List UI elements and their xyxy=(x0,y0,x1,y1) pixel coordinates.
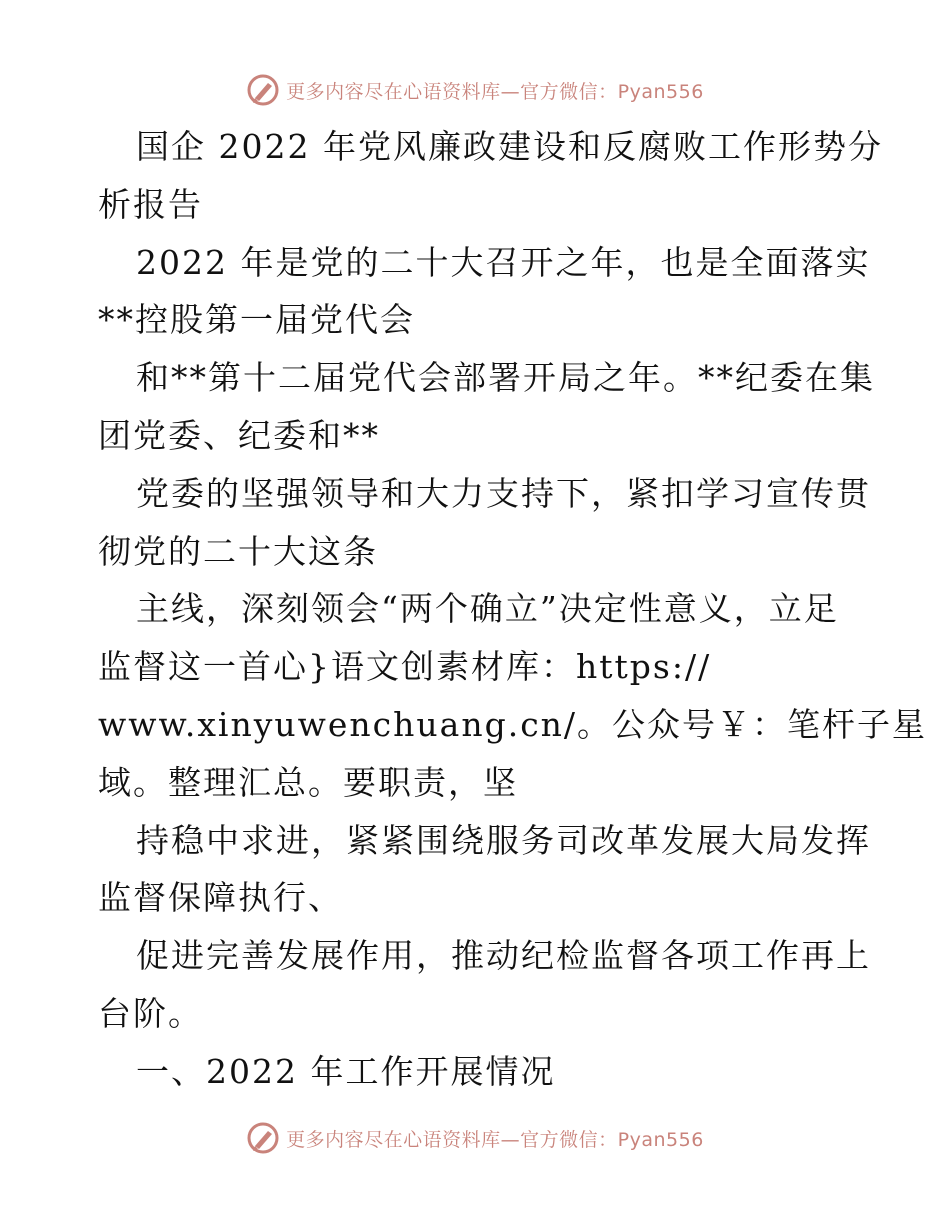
title-line-1: 国企 2022 年党风廉政建设和反腐败工作形势分 xyxy=(136,127,883,166)
footer-watermark-text: 更多内容尽在心语资料库—官方微信：Pyan556 xyxy=(286,1128,704,1151)
paragraph-line: 团党委、纪委和** xyxy=(98,415,380,455)
paragraph-line: 持稳中求进，紧紧围绕服务司改革发展大局发挥 xyxy=(136,820,871,860)
footer-watermark-banner xyxy=(0,1118,950,1158)
paragraph-line: **控股第一届党代会 xyxy=(98,300,415,340)
pen-circle-logo-icon xyxy=(246,73,280,107)
pen-circle-logo-icon xyxy=(246,1121,280,1155)
paragraph-line: 党委的坚强领导和大力支持下，紧扣学习宣传贯 xyxy=(136,473,871,513)
paragraph-line: 监督这一首心}语文创素材库：https:// xyxy=(98,647,712,687)
paragraph-line: 2022 年是党的二十大召开之年，也是全面落实 xyxy=(136,242,871,282)
paragraph-line: 监督保障执行、 xyxy=(98,878,343,918)
section-heading: 一、2022 年工作开展情况 xyxy=(136,1051,556,1091)
paragraph-line: 彻党的二十大这条 xyxy=(98,531,378,571)
paragraph-line: 和**第十二届党代会部署开局之年。**纪委在集 xyxy=(136,358,875,398)
title-line-2: 析报告 xyxy=(98,184,203,224)
paragraph-line: 主线，深刻领会“两个确立”决定性意义，立足 xyxy=(136,589,839,629)
paragraph-line: 促进完善发展作用，推动纪检监督各项工作再上 xyxy=(136,936,871,976)
header-watermark-banner xyxy=(0,70,950,110)
document-body xyxy=(98,118,928,1101)
paragraph-line: www.xinyuwenchuang.cn/。公众号￥：笔杆子星 xyxy=(98,704,928,744)
paragraph-line: 域。整理汇总。要职责，坚 xyxy=(98,762,518,802)
header-watermark-text: 更多内容尽在心语资料库—官方微信：Pyan556 xyxy=(286,80,704,103)
paragraph-line: 台阶。 xyxy=(98,993,203,1033)
